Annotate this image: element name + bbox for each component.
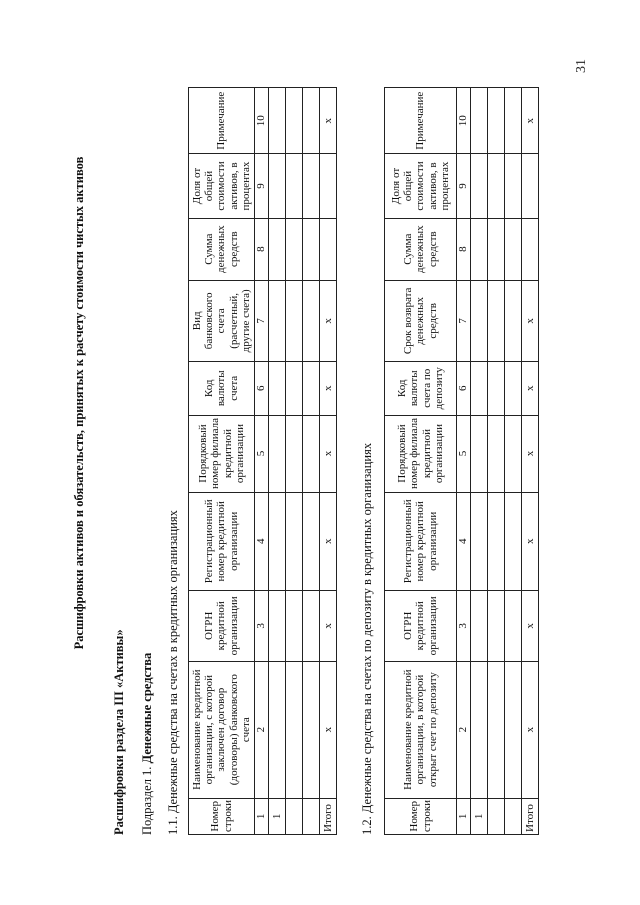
table-cell <box>286 415 303 492</box>
column-header: Регистрационный номер кредитной организации <box>189 492 255 590</box>
column-number: 2 <box>457 661 471 798</box>
table-2-caption: 1.2. Денежные средства на счетах по депозиту в кредитных организациях <box>360 442 374 835</box>
table-cell <box>286 492 303 590</box>
column-number-row <box>457 88 471 835</box>
table-cell <box>505 88 522 154</box>
total-row <box>320 88 337 835</box>
column-number: 7 <box>255 280 269 361</box>
table-cell <box>505 415 522 492</box>
table-cell <box>303 280 320 361</box>
column-number: 5 <box>457 415 471 492</box>
column-header: Порядковый номер филиала кредитной организации <box>189 415 255 492</box>
table-cell <box>505 661 522 798</box>
column-header: ОГРН кредитной организации <box>189 591 255 662</box>
table-cell <box>471 154 488 218</box>
total-cell <box>320 218 337 280</box>
column-number: 5 <box>255 415 269 492</box>
table-cell <box>303 218 320 280</box>
column-number: 6 <box>457 362 471 416</box>
column-header: Сумма денежных средств <box>385 218 457 280</box>
page-number: 31 <box>574 59 589 73</box>
column-number: 3 <box>255 591 269 662</box>
table-cell <box>471 362 488 416</box>
total-cell <box>522 154 539 218</box>
column-header: Наименование кредитной организации, в которой открыт счет по депозиту <box>385 661 457 798</box>
table-cell <box>505 218 522 280</box>
column-number: 8 <box>457 218 471 280</box>
column-number: 7 <box>457 280 471 361</box>
table-cell <box>286 154 303 218</box>
table-row <box>488 88 505 835</box>
table-cell <box>303 798 320 834</box>
table-cell <box>505 280 522 361</box>
table-cell <box>303 591 320 662</box>
table-cell <box>269 492 286 590</box>
total-cell: х <box>320 280 337 361</box>
table-cell <box>488 492 505 590</box>
total-row <box>522 88 539 835</box>
deposit-accounts-table <box>384 87 539 835</box>
subsection-heading <box>140 653 155 835</box>
table-cell <box>286 591 303 662</box>
total-cell: х <box>522 591 539 662</box>
column-number: 6 <box>255 362 269 416</box>
table-cell <box>303 661 320 798</box>
subsection-prefix: Подраздел 1. <box>140 766 154 835</box>
column-header: Сумма денежных средств <box>189 218 255 280</box>
table-cell <box>269 362 286 416</box>
table-cell <box>488 362 505 416</box>
table-cell <box>303 415 320 492</box>
total-cell: х <box>320 415 337 492</box>
column-header: Код валюты счета <box>189 362 255 416</box>
column-header: Номер строки <box>385 798 457 834</box>
table-header-row <box>189 88 255 835</box>
table-cell <box>471 218 488 280</box>
table-cell <box>471 591 488 662</box>
table-cell <box>471 415 488 492</box>
total-cell: х <box>320 362 337 416</box>
total-cell: х <box>522 492 539 590</box>
total-cell: х <box>522 88 539 154</box>
table-cell <box>269 218 286 280</box>
table-cell <box>505 591 522 662</box>
table-cell <box>488 661 505 798</box>
table-header-row <box>385 88 457 835</box>
total-cell: х <box>320 492 337 590</box>
total-cell: х <box>320 661 337 798</box>
table-cell <box>269 88 286 154</box>
table-cell <box>488 218 505 280</box>
column-number: 3 <box>457 591 471 662</box>
column-header: Номер строки <box>189 798 255 834</box>
table-cell <box>303 154 320 218</box>
column-header: Доля от общей стоимости активов, в процентах <box>385 154 457 218</box>
table-1-caption: 1.1. Денежные средства на счетах в кредитных организациях <box>166 510 180 835</box>
column-number: 1 <box>255 798 269 834</box>
column-number: 8 <box>255 218 269 280</box>
total-cell: х <box>522 362 539 416</box>
table-cell <box>286 280 303 361</box>
table-cell <box>505 154 522 218</box>
table-cell <box>303 362 320 416</box>
total-cell <box>320 154 337 218</box>
table-cell <box>505 362 522 416</box>
table-cell <box>269 591 286 662</box>
table-cell <box>505 798 522 834</box>
column-number-row <box>255 88 269 835</box>
document-title: Расшифровки активов и обязательств, принятых к расчету стоимости чистых активов <box>72 156 86 650</box>
column-header: Примечание <box>189 88 255 154</box>
table-row <box>269 88 286 835</box>
table-cell <box>488 415 505 492</box>
table-cell <box>471 88 488 154</box>
table-cell <box>303 492 320 590</box>
table-cell <box>471 661 488 798</box>
subsection-name: Денежные средства <box>140 652 154 764</box>
cash-accounts-table <box>188 87 337 835</box>
table-cell <box>286 362 303 416</box>
table-cell <box>488 154 505 218</box>
column-number: 2 <box>255 661 269 798</box>
section-heading: Расшифровки раздела III «Активы» <box>112 629 126 835</box>
table-row <box>303 88 320 835</box>
total-cell: х <box>522 661 539 798</box>
table-cell <box>286 88 303 154</box>
table-cell <box>471 280 488 361</box>
column-header: Примечание <box>385 88 457 154</box>
table-cell <box>269 661 286 798</box>
row-number: 1 <box>269 798 286 834</box>
column-number: 9 <box>255 154 269 218</box>
column-header: Код валюты счета по депозиту <box>385 362 457 416</box>
column-number: 1 <box>457 798 471 834</box>
column-number: 4 <box>255 492 269 590</box>
table-cell <box>303 88 320 154</box>
table-cell <box>286 218 303 280</box>
total-cell <box>522 218 539 280</box>
total-cell: х <box>320 88 337 154</box>
table-cell <box>286 661 303 798</box>
column-header: Доля от общей стоимости активов, в процентах <box>189 154 255 218</box>
table-cell <box>269 415 286 492</box>
column-header: Вид банковского счета (расчетный, другие счета) <box>189 280 255 361</box>
total-cell: х <box>320 591 337 662</box>
column-header: ОГРН кредитной организации <box>385 591 457 662</box>
column-header: Порядковый номер филиала кредитной организации <box>385 415 457 492</box>
total-label: Итого <box>320 798 337 834</box>
total-label: Итого <box>522 798 539 834</box>
table-cell <box>286 798 303 834</box>
table-cell <box>505 492 522 590</box>
row-number: 1 <box>471 798 488 834</box>
table-row <box>286 88 303 835</box>
column-header: Срок возврата денежных средств <box>385 280 457 361</box>
table-row <box>505 88 522 835</box>
table-cell <box>488 798 505 834</box>
table-cell <box>269 154 286 218</box>
column-number: 4 <box>457 492 471 590</box>
column-number: 10 <box>457 88 471 154</box>
column-number: 9 <box>457 154 471 218</box>
table-cell <box>488 280 505 361</box>
column-header: Наименование кредитной организации, с которой заключен договор (договоры) банковского счета <box>189 661 255 798</box>
table-cell <box>488 591 505 662</box>
total-cell: х <box>522 415 539 492</box>
column-header: Регистрационный номер кредитной организации <box>385 492 457 590</box>
table-cell <box>269 280 286 361</box>
table-row <box>471 88 488 835</box>
table-cell <box>471 492 488 590</box>
total-cell: х <box>522 280 539 361</box>
column-number: 10 <box>255 88 269 154</box>
table-cell <box>488 88 505 154</box>
